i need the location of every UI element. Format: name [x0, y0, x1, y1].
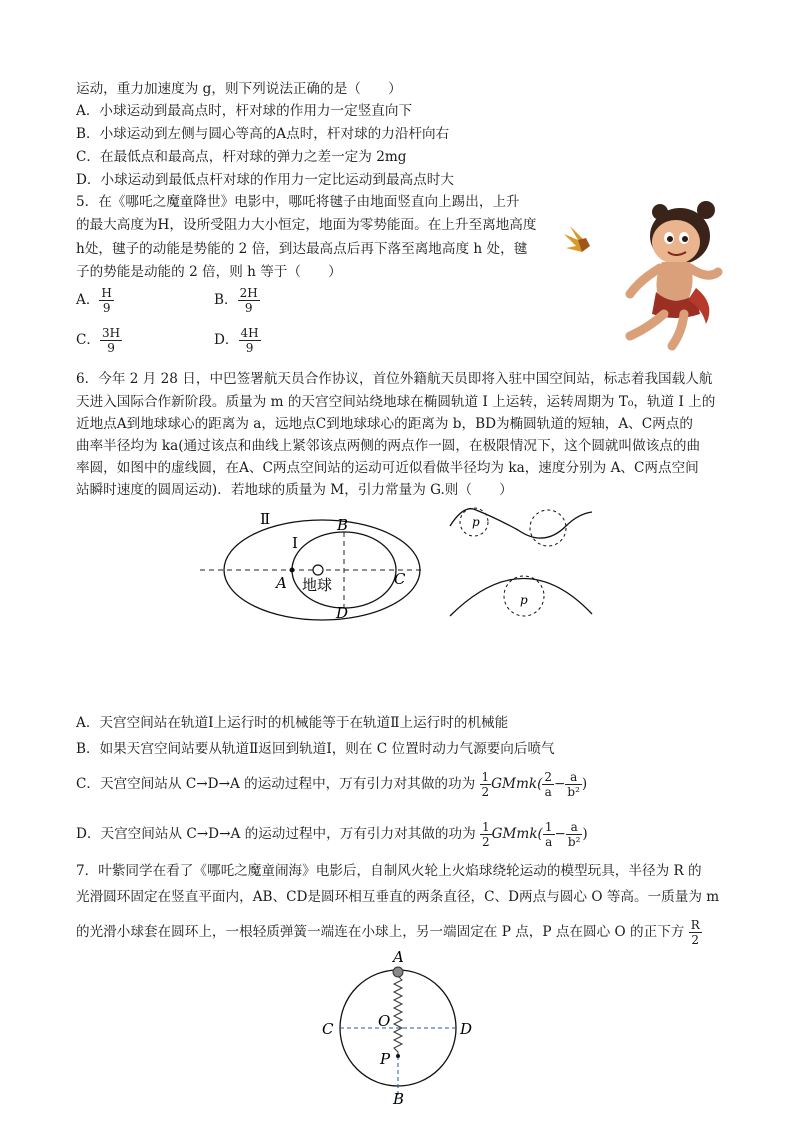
q4-stem-tail: 运动，重力加速度为 g，则下列说法正确的是（ ）	[76, 81, 402, 97]
q6-stem-line-6: 站瞬时速度的圆周运动)．若地球的质量为 M，引力常量为 G.则（ ）	[76, 482, 513, 498]
label-b: B	[337, 516, 349, 534]
label-orbit-i: Ⅰ	[292, 534, 298, 552]
label-c: C	[322, 1020, 334, 1038]
label-orbit-ii: Ⅱ	[260, 510, 271, 528]
nezha-illustration	[556, 196, 724, 352]
label-p-top: p	[472, 515, 480, 529]
curvature-diagram	[446, 504, 596, 622]
q7-stem-line-2: 光滑圆环固定在竖直平面内，AB、CD是圆环相互垂直的两条直径，C、D两点与圆心 O 等高。一质量为 m	[76, 889, 720, 905]
shuttlecock-icon	[564, 226, 590, 252]
q6-stem-line-5: 率圆，如图中的虚线圆，在A、C两点空间站的运动可近似看做半径均为 ka，速度分别为 A、C两点空间	[76, 460, 699, 476]
q4-option-c: C．在最低点和最高点，杆对球的弹力之差一定为 2mg	[76, 149, 407, 165]
label-p-bottom: p	[520, 593, 528, 607]
label-d: D	[460, 1020, 473, 1038]
q6-option-d: D．天宫空间站从 C→D→A 的运动过程中，万有引力对其做的功为 $\frac{1}{2}$ GMmk( $\frac{1}{a}$ − $\frac{a}{\text{b²}}$ )	[76, 820, 588, 849]
label-p: P	[380, 1050, 391, 1068]
point-a	[290, 568, 295, 573]
point-p	[396, 1054, 400, 1058]
q5-stem-line-3: h处，毽子的动能是势能的 2 倍，到达最高点后再下落至离地高度 h 处，毽	[76, 241, 528, 257]
curvature-circle-top-right	[530, 510, 566, 546]
q6-stem-line-4: 曲率半径均为 ka(通过该点和曲线上紧邻该点两侧的两点作一圆，在极限情况下，这个圆就叫做该点的曲	[76, 438, 701, 454]
q6-stem-line-2: 天进入国际合作新阶段。质量为 m 的天宫空间站绕地球在椭圆轨道 I 上运转，运转周期为 T₀，轨道 I 上的	[76, 394, 716, 410]
q5-stem-line-2: 的最大高度为H，设所受阻力大小恒定，地面为零势能面。在上升至离地高度	[76, 217, 537, 233]
q5-option-d: D． $\frac{4H}{9}$	[214, 326, 259, 355]
ring-diagram	[318, 948, 478, 1108]
q5-option-a: A． $\frac{H}{9}$	[76, 286, 112, 315]
label-a: A	[393, 948, 404, 966]
q5-option-c: C． $\frac{3H}{9}$	[76, 326, 121, 355]
spring	[394, 976, 402, 1056]
label-d: D	[336, 604, 349, 622]
q4-option-b: B．小球运动到左侧与圆心等高的A点时，杆对球的力沿杆向右	[76, 126, 450, 142]
q4-option-a: A．小球运动到最高点时，杆对球的作用力一定竖直向下	[76, 103, 413, 119]
q5-stem-line-1: 5．在《哪吒之魔童降世》电影中，哪吒将毽子由地面竖直向上踢出，上升	[76, 194, 520, 210]
q6-stem-line-1: 6．今年 2 月 28 日，中巴签署航天员合作协议，首位外籍航天员即将入驻中国空间站，标志着我国载人航	[76, 371, 713, 387]
ball	[393, 967, 403, 977]
label-o: O	[378, 1012, 391, 1030]
earth-icon	[313, 565, 323, 575]
orbit-diagram	[196, 508, 428, 626]
q7-stem-line-1: 7．叶紫同学在看了《哪吒之魔童闹海》电影后，自制风火轮上火焰球绕轮运动的模型玩具，半径为 R 的	[76, 863, 702, 879]
q5-option-b: B． $\frac{2H}{9}$	[214, 286, 258, 315]
q6-option-a: A．天宫空间站在轨道Ⅰ上运行时的机械能等于在轨道Ⅱ上运行时的机械能	[76, 715, 509, 731]
q6-option-b: B．如果天宫空间站要从轨道Ⅱ返回到轨道Ⅰ，则在 C 位置时动力气源要向后喷气	[76, 741, 555, 757]
label-earth: 地球	[302, 576, 333, 594]
label-b: B	[393, 1090, 405, 1108]
q4-option-d: D．小球运动到最低点杆对球的作用力一定比运动到最高点时大	[76, 172, 454, 188]
q6-stem-line-3: 近地点A到地球球心的距离为 a，远地点C到地球球心的距离为 b，BD为椭圆轨道的短轴，A、C两点的	[76, 416, 693, 432]
label-a: A	[276, 574, 287, 592]
q7-stem-line-3: 的光滑小球套在圆环上，一根轻质弹簧一端连在小球上，另一端固定在 P 点，P 点在圆心 O 的正下方 $\frac{R}{2}$	[76, 918, 700, 947]
q5-stem-line-4: 子的势能是动能的 2 倍，则 h 等于（ ）	[76, 264, 342, 280]
label-c: C	[394, 570, 406, 588]
q6-option-c: C．天宫空间站从 C→D→A 的运动过程中，万有引力对其做的功为 $\frac{1}{2}$ GMmk( $\frac{2}{a}$ − $\frac{a}{\text{b²}}$ )	[76, 770, 588, 799]
